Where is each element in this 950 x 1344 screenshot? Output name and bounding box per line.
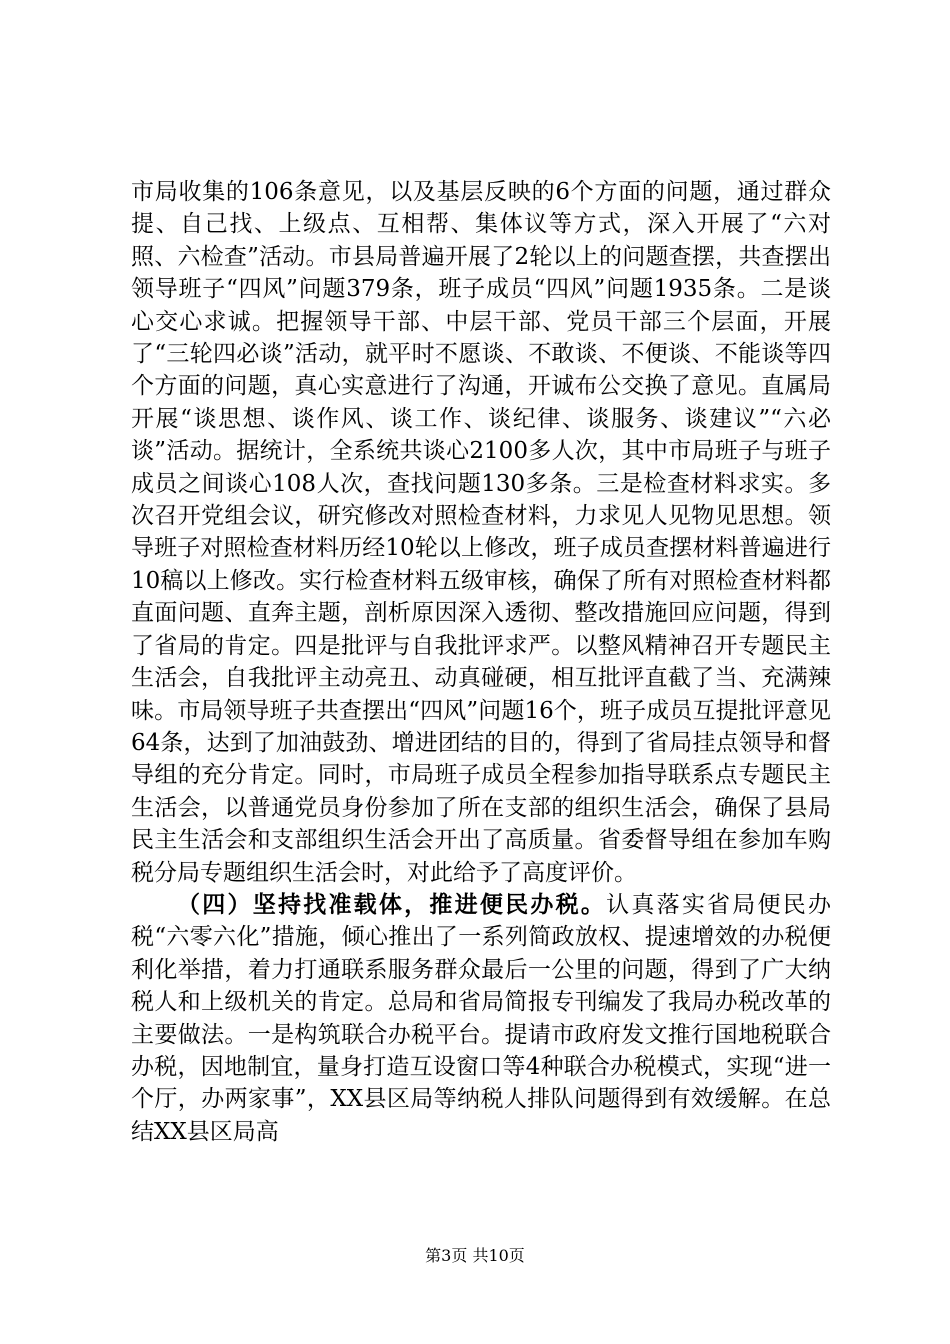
paragraph-text: 市局收集的106条意见，以及基层反映的6个方面的问题，通过群众提、自己找、上级点、互相帮、集体议等方式，深入开展了“六对照、六检查”活动。市县局普遍开展了2轮以上的问题查摆，共查摆出领导班子“四风”问题379条，班子成员“四风”问题1935条。二是谈心交心求诚。把握领导干部、中层干部、党员干部三个层面，开展了“三轮四必谈”活动，就平时不愿谈、不敢谈、不便谈、不能谈等四个方面的问题，真心实意进行了沟通，开诚布公交换了意见。直属局开展“谈思想、谈作风、谈工作、谈纪律、谈服务、谈建议”“六必谈”活动。据统计，全系统共谈心2100多人次，其中市局班子与班子成员之间谈心108人次，查找问题130多条。三是检查材料求实。多次召开党组会议，研究修改对照检查材料，力求见人见物见思想。领导班子对照检查材料历经10轮以上修改，班子成员查摆材料普遍进行10稿以上修改。实行检查材料五级审核，确保了所有对照检查材料都直面问题、直奔主题，剖析原因深入透彻、整改措施回应问题，得到了省局的肯定。四是批评与自我批评求严。以整风精神召开专题民主生活会，自我批评主动亮丑、动真碰硬，相互批评直截了当、充满辣味。市局领导班子共查摆出“四风”问题16个，班子成员互提批评意见64条，达到了加油鼓劲、增进团结的目的，得到了省局挂点领导和督导组的充分肯定。同时，市局班子成员全程参加指导联系点专题民主生活会，以普通党员身份参加了所在支部的组织生活会，确保了县局民主生活会和支部组织生活会开出了高质量。省委督导组在参加车购税分局专题组织生活会时，对此给予了高度评价。 bbox=[131, 179, 831, 886]
body-paragraph bbox=[131, 176, 831, 889]
paragraph-text: 认真落实省局便民办税“六零六化”措施，倾心推出了一系列简政放权、提速增效的办税便利化举措，着力打通联系服务群众最后一公里的问题，得到了广大纳税人和上级机关的肯定。总局和省局简报专刊编发了我局办税改革的主要做法。一是构筑联合办税平台。提请市政府发文推行国地税联合办税，因地制宜，量身打造互设窗口等4种联合办税模式，实现“进一个厅，办两家事”，XX县区局等纳税人排队问题得到有效缓解。在总结XX县区局高 bbox=[131, 891, 832, 1145]
document-body bbox=[131, 176, 831, 1148]
page-number-footer: 第3页 共10页 bbox=[425, 1246, 525, 1265]
body-paragraph bbox=[131, 889, 831, 1148]
section-heading: （四）坚持找准载体，推进便民办税。 bbox=[177, 891, 607, 918]
